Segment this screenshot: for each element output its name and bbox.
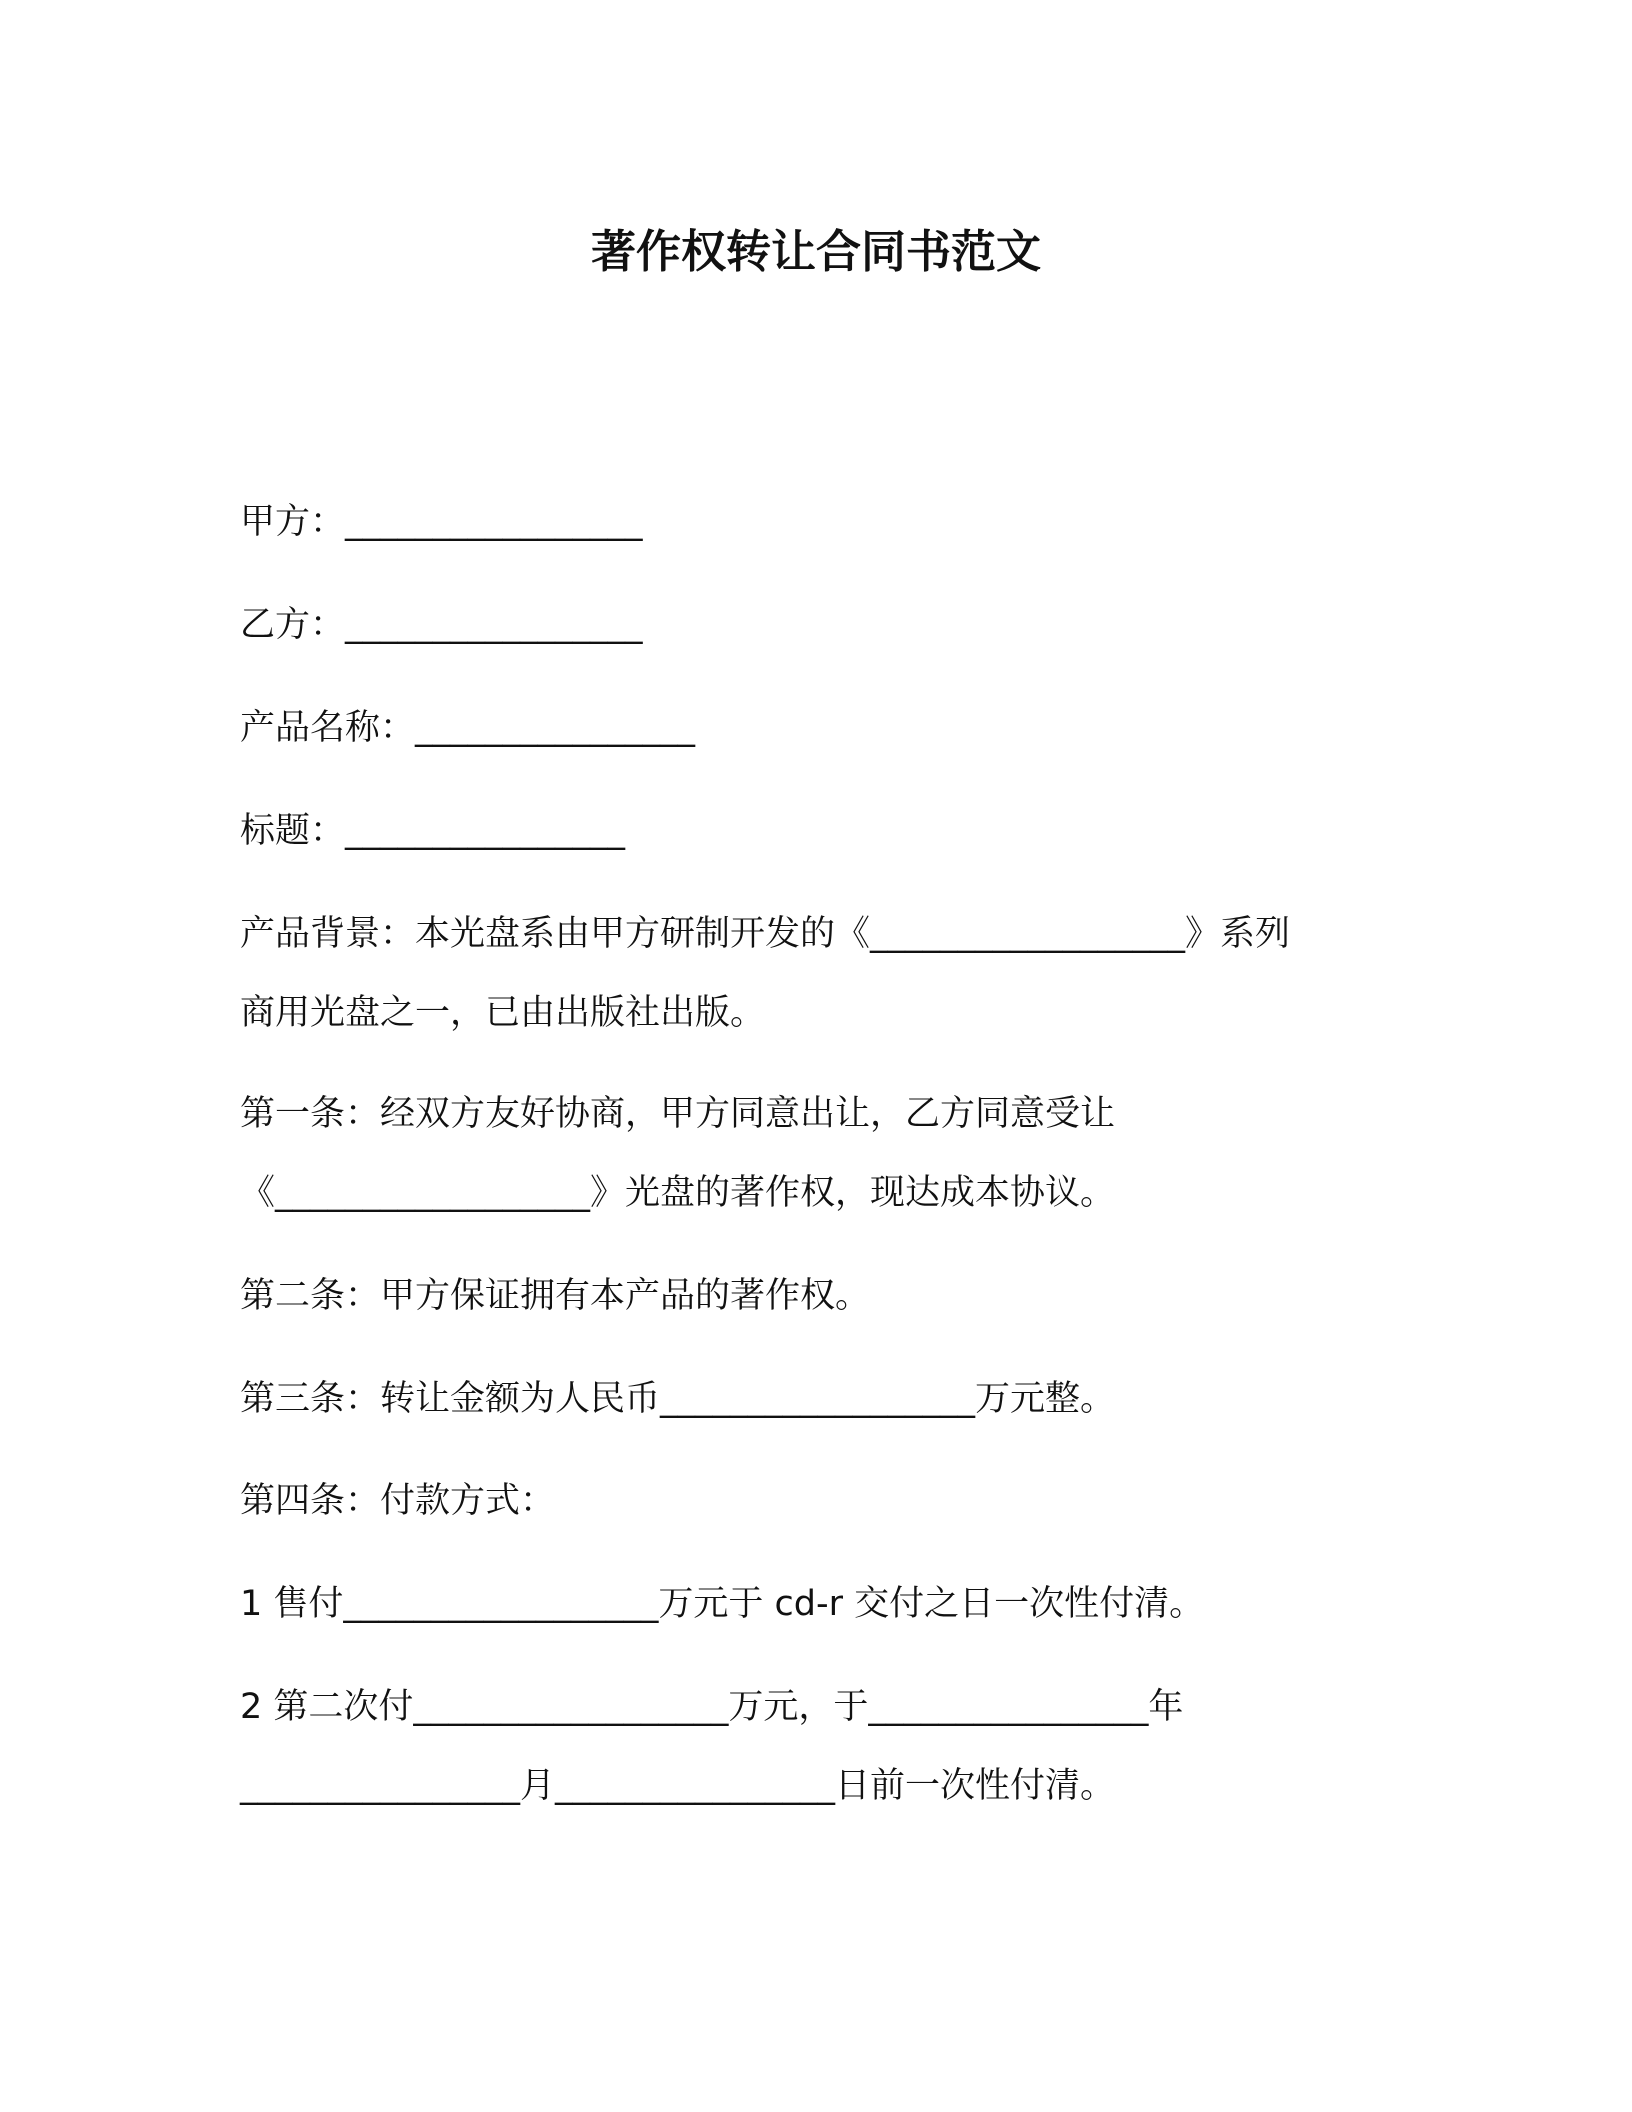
article-1-line-1: 第一条：经双方友好协商，甲方同意出让，乙方同意受让 <box>240 1094 1116 1134</box>
article-2-line: 第二条：甲方保证拥有本产品的著作权。 <box>240 1276 871 1316</box>
article-3-line: 第三条：转让金额为人民币__________________万元整。 <box>240 1379 1116 1419</box>
payment-item-2-line-1: 2 第二次付__________________万元，于________________年 <box>240 1687 1184 1727</box>
payment-item-2-line-2: ________________月________________日前一次性付清。 <box>240 1766 1116 1806</box>
party-a-line: 甲方：_________________ <box>240 502 643 542</box>
product-name-line: 产品名称：________________ <box>240 708 696 748</box>
product-background-line-2: 商用光盘之一，已由出版社出版。 <box>240 993 766 1033</box>
article-1-line-2: 《__________________》光盘的著作权，现达成本协议。 <box>240 1173 1116 1213</box>
party-b-line: 乙方：_________________ <box>240 605 643 645</box>
heading-line: 标题：________________ <box>240 811 626 851</box>
product-background-line-1: 产品背景：本光盘系由甲方研制开发的《__________________》系列 <box>240 914 1291 954</box>
document-title: 著作权转让合同书范文 <box>590 225 1041 278</box>
payment-item-1-line: 1 售付__________________万元于 cd-r 交付之日一次性付清。 <box>240 1584 1205 1624</box>
article-4-line: 第四条：付款方式： <box>240 1481 556 1521</box>
